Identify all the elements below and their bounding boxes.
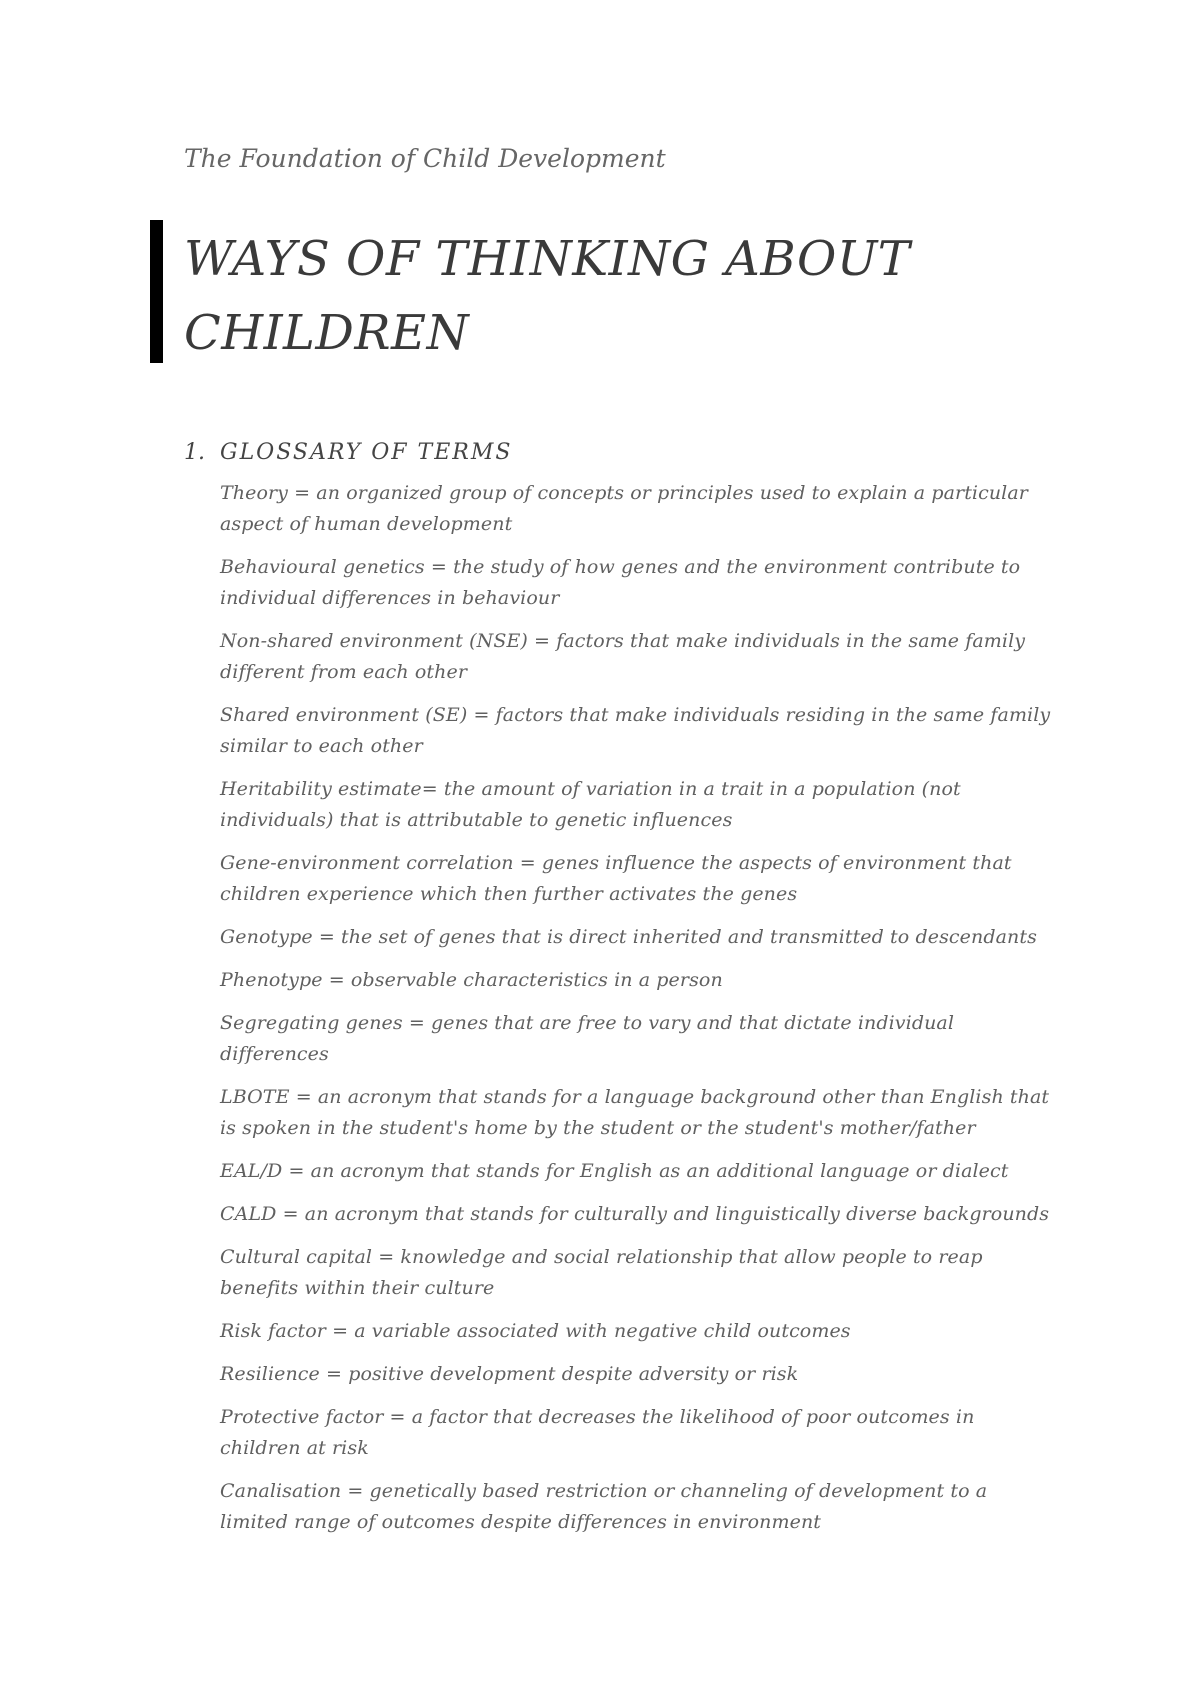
glossary-entry-canalisation: Canalisation = genetically based restriction or channeling of development to a limited range of outcomes despite differences in environment [220, 1480, 988, 1533]
section-heading-text: GLOSSARY OF TERMS [220, 440, 513, 465]
glossary-entry-lbote: LBOTE = an acronym that stands for a language background other than English that is spoken in the student's home by the student or the student's mother/father [220, 1086, 1050, 1139]
document-subtitle: The Foundation of Child Development [184, 144, 666, 173]
glossary-entry-cald: CALD = an acronym that stands for culturally and linguistically diverse backgrounds [220, 1203, 1050, 1225]
glossary-entry-risk-factor: Risk factor = a variable associated with negative child outcomes [220, 1320, 851, 1342]
glossary-entry-eal-d: EAL/D = an acronym that stands for English as an additional language or dialect [220, 1160, 1009, 1182]
glossary-entry-behavioural-genetics: Behavioural genetics = the study of how genes and the environment contribute to individual differences in behaviour [220, 556, 1021, 609]
document-title: WAYS OF THINKING ABOUT CHILDREN [184, 231, 911, 361]
glossary-entry-gene-environment-correlation: Gene-environment correlation = genes influence the aspects of environment that children experience which then further activates the genes [220, 852, 1012, 905]
glossary-entry-genotype: Genotype = the set of genes that is direct inherited and transmitted to descendants [220, 926, 1037, 948]
glossary-list [220, 478, 1060, 1550]
section-heading [184, 440, 512, 465]
glossary-entry-protective-factor: Protective factor = a factor that decreases the likelihood of poor outcomes in children at risk [220, 1406, 975, 1459]
glossary-entry-heritability-estimate: Heritability estimate= the amount of variation in a trait in a population (not individuals) that is attributable to genetic influences [220, 778, 961, 831]
glossary-entry-phenotype: Phenotype = observable characteristics in a person [220, 969, 723, 991]
title-accent-bar [150, 220, 163, 363]
glossary-entry-theory: Theory = an organized group of concepts or principles used to explain a particular aspect of human development [220, 482, 1028, 535]
glossary-entry-cultural-capital: Cultural capital = knowledge and social relationship that allow people to reap benefits within their culture [220, 1246, 983, 1299]
glossary-entry-shared-environment: Shared environment (SE) = factors that make individuals residing in the same family similar to each other [220, 704, 1051, 757]
glossary-entry-segregating-genes: Segregating genes = genes that are free to vary and that dictate individual differences [220, 1012, 955, 1065]
section-number: 1. [184, 440, 205, 465]
glossary-entry-resilience: Resilience = positive development despite adversity or risk [220, 1363, 799, 1385]
glossary-entry-non-shared-environment: Non-shared environment (NSE) = factors that make individuals in the same family different from each other [220, 630, 1026, 683]
